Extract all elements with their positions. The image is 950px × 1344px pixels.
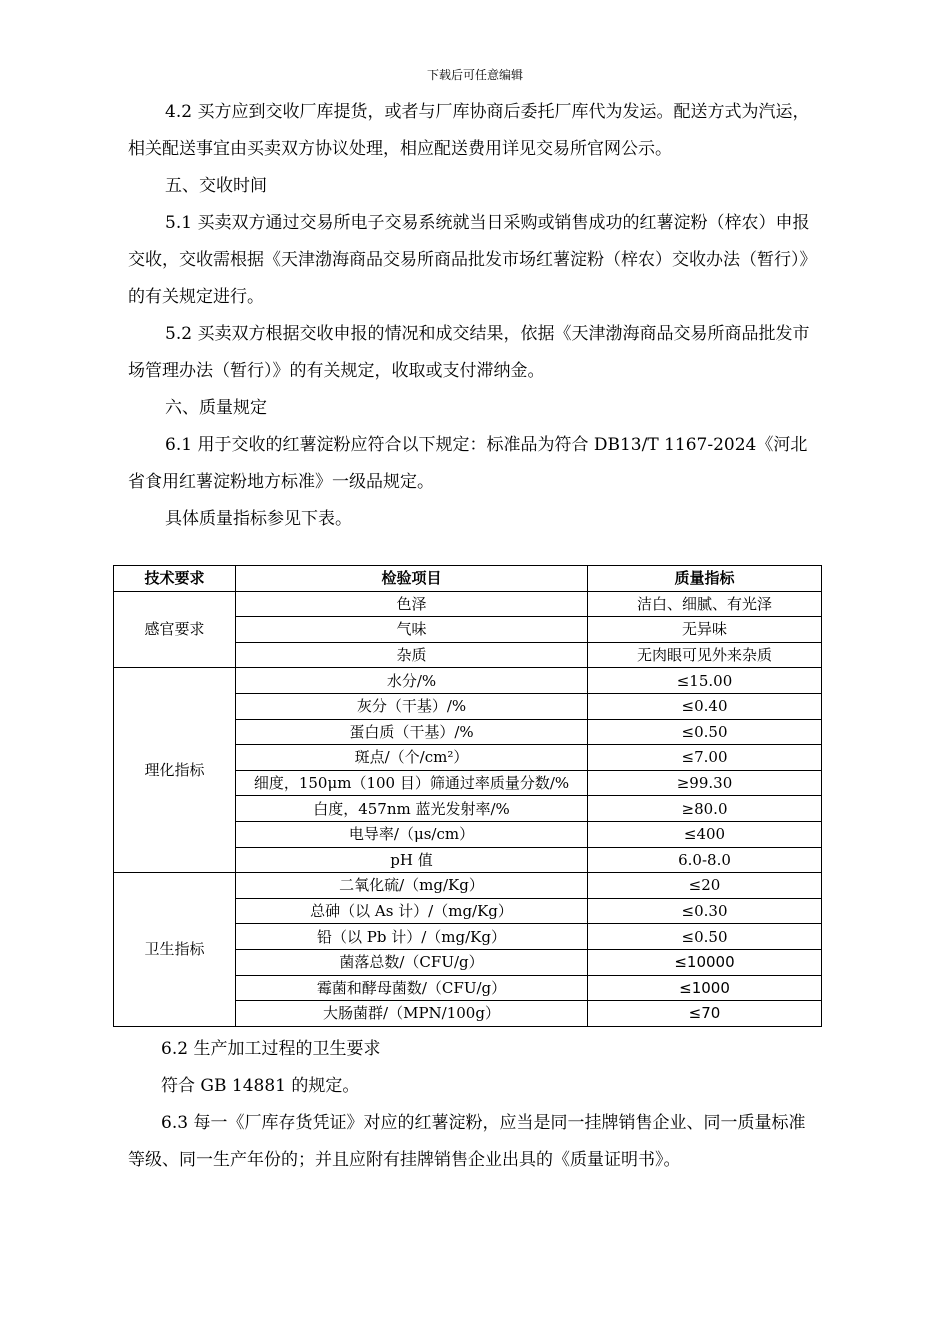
section-heading-6: 六、质量规定 (165, 398, 267, 418)
item-cell: 细度，150μm（100 目）筛通过率质量分数/% (236, 770, 588, 796)
table-row (114, 668, 822, 694)
item-cell: 杂质 (236, 642, 588, 668)
value-cell: ≤10000 (588, 949, 822, 975)
item-cell: 水分/% (236, 668, 588, 694)
table-header-row (114, 566, 822, 592)
item-cell: 白度，457nm 蓝光发射率/% (236, 796, 588, 822)
item-cell: 蛋白质（干基）/% (236, 719, 588, 745)
value-cell: ≤0.30 (588, 898, 822, 924)
item-cell: 斑点/（个/cm²） (236, 745, 588, 771)
value-cell: 无肉眼可见外来杂质 (588, 642, 822, 668)
group-label: 卫生指标 (114, 873, 236, 1027)
table-row (114, 873, 822, 899)
item-cell: 气味 (236, 617, 588, 643)
item-cell: 色泽 (236, 591, 588, 617)
group-label: 感官要求 (114, 591, 236, 668)
paragraph-4-2: 4.2 买方应到交收厂库提货，或者与厂库协商后委托厂库代为发运。配送方式为汽运，相关配送事宜由买卖双方协议处理，相应配送费用详见交易所官网公示。 (128, 102, 810, 159)
paragraph-6-3: 6.3 每一《厂库存货凭证》对应的红薯淀粉，应当是同一挂牌销售企业、同一质量标准等级、同一生产年份的；并且应附有挂牌销售企业出具的《质量证明书》。 (128, 1113, 806, 1170)
item-cell: 铅（以 Pb 计）/（mg/Kg） (236, 924, 588, 950)
value-cell: ≤0.50 (588, 719, 822, 745)
header-quality-index: 质量指标 (588, 566, 822, 592)
item-cell: 总砷（以 As 计）/（mg/Kg） (236, 898, 588, 924)
value-cell: 无异味 (588, 617, 822, 643)
value-cell: ≤70 (588, 1001, 822, 1027)
item-cell: 霉菌和酵母菌数/（CFU/g） (236, 975, 588, 1001)
value-cell: 洁白、细腻、有光泽 (588, 591, 822, 617)
item-cell: 灰分（干基）/% (236, 693, 588, 719)
item-cell: pH 值 (236, 847, 588, 873)
header-test-item: 检验项目 (236, 566, 588, 592)
header-tech-req: 技术要求 (114, 566, 236, 592)
value-cell: ≤400 (588, 821, 822, 847)
item-cell: 大肠菌群/（MPN/100g） (236, 1001, 588, 1027)
table-row (114, 591, 822, 617)
page-header-note: 下载后可任意编辑 (426, 68, 523, 82)
item-cell: 电导率/（μs/cm） (236, 821, 588, 847)
value-cell: 6.0-8.0 (588, 847, 822, 873)
value-cell: ≤0.50 (588, 924, 822, 950)
paragraph-table-intro: 具体质量指标参见下表。 (165, 509, 352, 529)
item-cell: 二氧化硫/（mg/Kg） (236, 873, 588, 899)
section-heading-5: 五、交收时间 (165, 176, 267, 196)
value-cell: ≤0.40 (588, 693, 822, 719)
value-cell: ≤15.00 (588, 668, 822, 694)
quality-table (113, 565, 822, 1027)
value-cell: ≥99.30 (588, 770, 822, 796)
value-cell: ≤1000 (588, 975, 822, 1001)
paragraph-6-1: 6.1 用于交收的红薯淀粉应符合以下规定：标准品为符合 DB13/T 1167-2024《河北省食用红薯淀粉地方标准》一级品规定。 (128, 435, 808, 492)
group-label: 理化指标 (114, 668, 236, 873)
value-cell: ≥80.0 (588, 796, 822, 822)
paragraph-5-1: 5.1 买卖双方通过交易所电子交易系统就当日采购或销售成功的红薯淀粉（梓农）申报交收，交收需根据《天津渤海商品交易所商品批发市场红薯淀粉（梓农）交收办法（暂行）》的有关规定进行。 (128, 213, 817, 307)
value-cell: ≤20 (588, 873, 822, 899)
paragraph-5-2: 5.2 买卖双方根据交收申报的情况和成交结果，依据《天津渤海商品交易所商品批发市场管理办法（暂行）》的有关规定，收取或支付滞纳金。 (128, 324, 810, 381)
after-table-body (128, 1031, 818, 1179)
document-body (128, 94, 818, 538)
item-cell: 菌落总数/（CFU/g） (236, 949, 588, 975)
value-cell: ≤7.00 (588, 745, 822, 771)
paragraph-gb: 符合 GB 14881 的规定。 (161, 1076, 360, 1096)
paragraph-6-2: 6.2 生产加工过程的卫生要求 (161, 1039, 381, 1059)
